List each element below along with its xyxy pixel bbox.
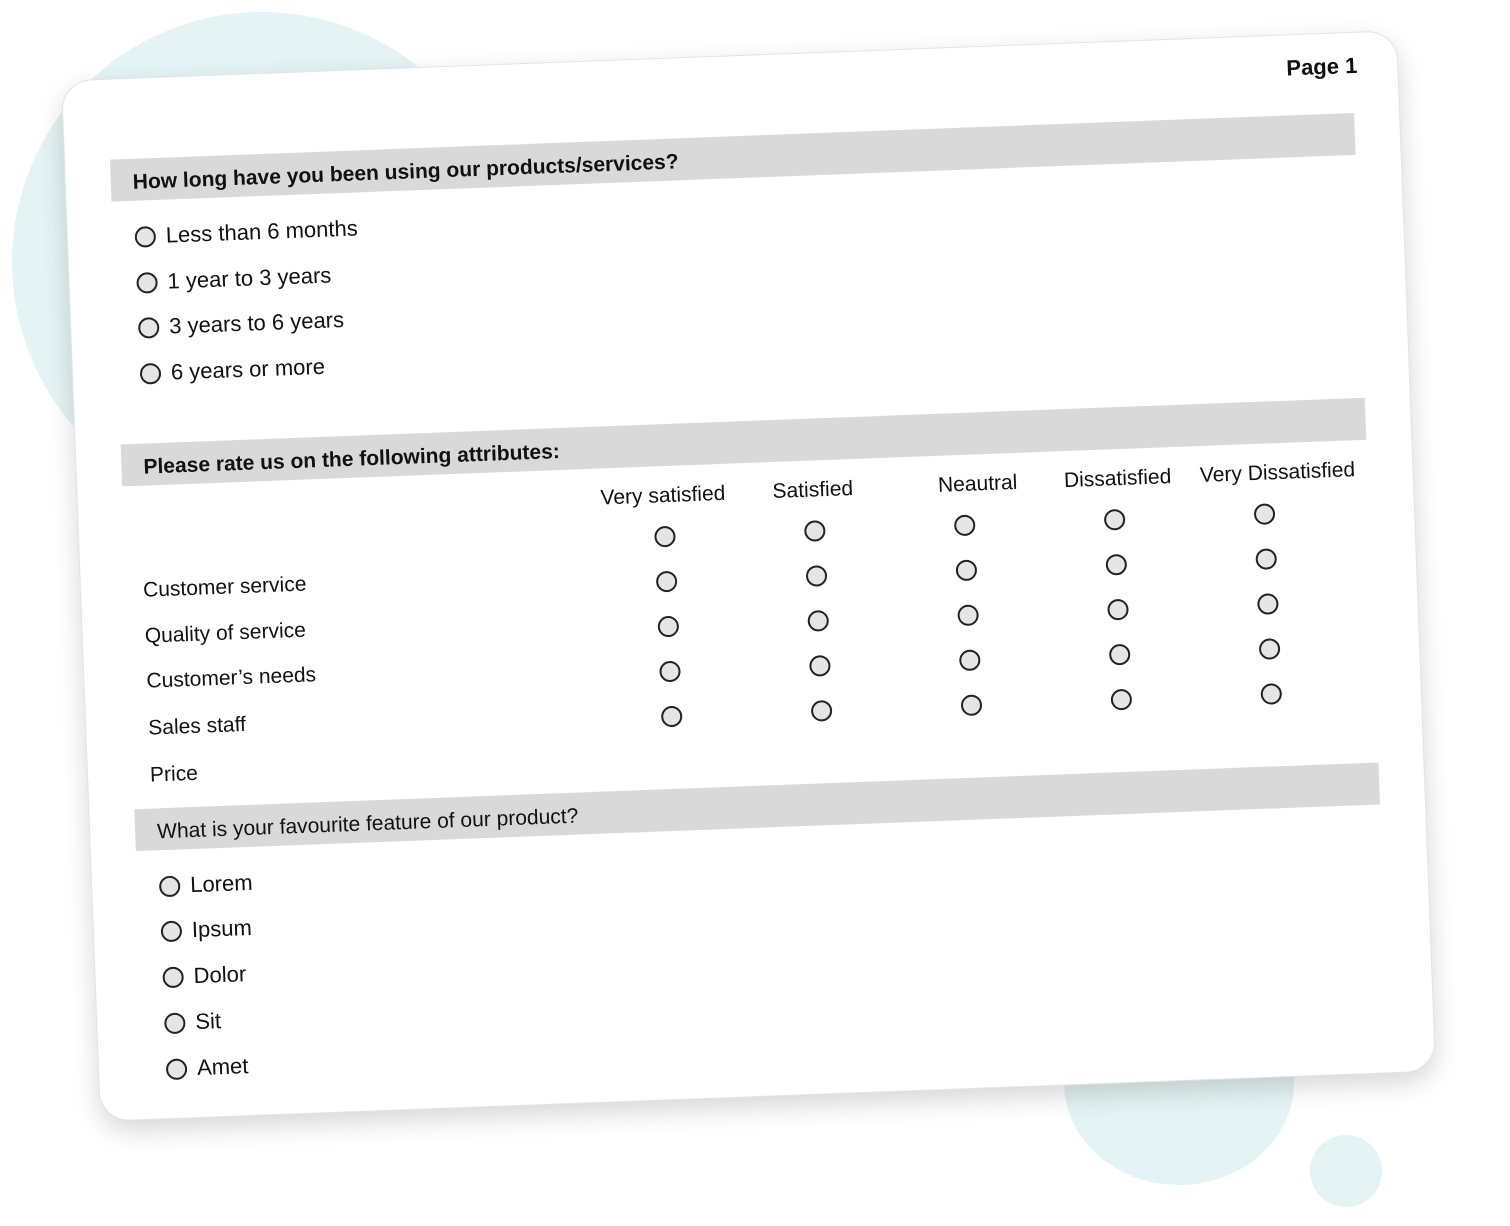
rating-row-label: Sales staff (147, 712, 247, 740)
option-label: Dolor (193, 961, 247, 989)
rating-radio[interactable] (961, 694, 983, 716)
rating-radio[interactable] (809, 655, 831, 677)
radio-button[interactable] (162, 966, 184, 988)
radio-button[interactable] (166, 1058, 188, 1080)
section-3-question: What is your favourite feature of our product? (156, 804, 579, 844)
feature-option[interactable] (159, 870, 253, 899)
rating-radio[interactable] (804, 520, 826, 542)
rating-column-header: Neautral (937, 470, 1018, 497)
option-label: Amet (196, 1053, 249, 1081)
radio-button[interactable] (159, 875, 181, 897)
rating-radio[interactable] (661, 706, 683, 728)
radio-button[interactable] (161, 920, 183, 942)
rating-column-header: Dissatisfied (1063, 465, 1172, 493)
section-1-question: How long have you been using our products/services? (132, 150, 679, 194)
duration-option[interactable] (139, 354, 325, 387)
radio-button[interactable] (164, 1012, 186, 1034)
rating-column-header: Satisfied (772, 477, 854, 504)
rating-column-header: Very Dissatisfied (1199, 458, 1356, 487)
option-label: Sit (194, 1008, 222, 1035)
rating-radio[interactable] (1255, 548, 1277, 570)
option-label: Ipsum (191, 914, 253, 943)
rating-radio[interactable] (657, 616, 679, 638)
duration-option[interactable] (134, 215, 358, 249)
feature-option[interactable] (164, 1008, 222, 1036)
feature-option[interactable] (160, 915, 252, 944)
rating-radio[interactable] (1260, 683, 1282, 705)
rating-radio[interactable] (959, 649, 981, 671)
rating-radio[interactable] (1104, 509, 1126, 531)
background-blob-small (1310, 1135, 1382, 1207)
rating-radio[interactable] (654, 526, 676, 548)
rating-row-label: Quality of service (144, 618, 307, 648)
rating-radio[interactable] (956, 559, 978, 581)
rating-radio[interactable] (656, 571, 678, 593)
rating-radio[interactable] (1254, 503, 1276, 525)
rating-radio[interactable] (1109, 644, 1131, 666)
rating-radio[interactable] (1105, 554, 1127, 576)
option-label: 1 year to 3 years (167, 262, 332, 294)
radio-button[interactable] (140, 362, 162, 384)
duration-option[interactable] (136, 262, 332, 295)
radio-button[interactable] (138, 316, 160, 338)
rating-column-header: Very satisfied (600, 481, 726, 510)
rating-radio[interactable] (811, 700, 833, 722)
rating-radio[interactable] (659, 661, 681, 683)
radio-button[interactable] (134, 226, 156, 248)
rating-row-label: Customer’s needs (146, 663, 317, 693)
option-label: 3 years to 6 years (168, 307, 345, 339)
rating-row-label: Price (149, 761, 199, 787)
rating-radio[interactable] (807, 610, 829, 632)
section-1-header (110, 113, 1356, 202)
rating-radio[interactable] (1257, 593, 1279, 615)
radio-button[interactable] (136, 271, 158, 293)
rating-radio[interactable] (957, 604, 979, 626)
page-number: Page 1 (1285, 52, 1358, 81)
section-3-header (134, 762, 1380, 851)
survey-card (61, 30, 1436, 1121)
rating-radio[interactable] (1259, 638, 1281, 660)
rating-radio[interactable] (954, 514, 976, 536)
option-label: 6 years or more (170, 353, 326, 385)
rating-radio[interactable] (1111, 689, 1133, 711)
rating-radio[interactable] (806, 565, 828, 587)
section-2-question: Please rate us on the following attributes: (143, 440, 561, 479)
option-label: Lorem (189, 869, 253, 898)
duration-option[interactable] (138, 307, 345, 341)
feature-option[interactable] (166, 1053, 249, 1082)
feature-option[interactable] (162, 961, 246, 990)
rating-radio[interactable] (1107, 599, 1129, 621)
option-label: Less than 6 months (165, 215, 359, 248)
rating-row-label: Customer service (142, 572, 307, 602)
